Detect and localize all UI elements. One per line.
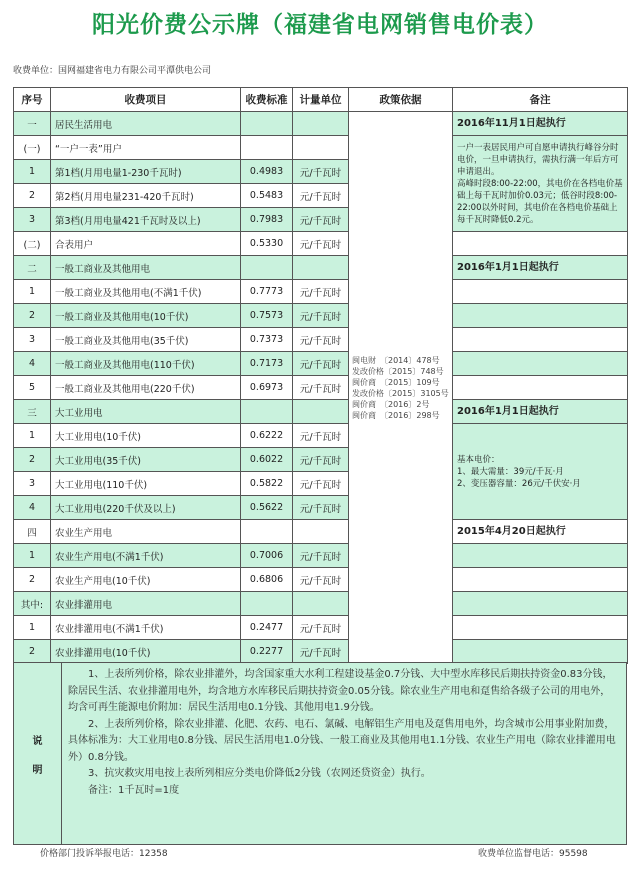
page-title: 阳光价费公示牌（福建省电网销售电价表）	[92, 12, 548, 38]
row-number: 1	[14, 544, 51, 568]
row-number: 2	[14, 568, 51, 592]
row-item: 农业生产用电(不满1千伏)	[51, 544, 241, 568]
row-number: 2	[14, 184, 51, 208]
row-item: 第2档(月用电量231-420千瓦时)	[51, 184, 241, 208]
header-unit: 计量单位	[293, 88, 349, 112]
row-number: 1	[14, 616, 51, 640]
row-unit: 元/千瓦时	[293, 160, 349, 184]
remark-cell: 2015年4月20日起执行	[453, 520, 628, 544]
note-paragraph: 2、上表所列价格，除农业排灌、化肥、农药、电石、氯碱、电解铝生产用电及趸售用电外，均含城市公用事业附加费，具体标准为：大工业用电0.8分钱、居民生活用电1.0分钱、一般工商业及其他用电1.1分钱、农业生产用电（除农业排灌用电外）0.8分钱。	[68, 718, 616, 763]
row-price: 0.5822	[241, 472, 293, 496]
row-unit: 元/千瓦时	[293, 304, 349, 328]
row-price: 0.7773	[241, 280, 293, 304]
row-number: 1	[14, 160, 51, 184]
row-item: 农业生产用电	[51, 520, 241, 544]
header-no: 序号	[14, 88, 51, 112]
remark-cell	[453, 232, 628, 256]
row-price: 0.6022	[241, 448, 293, 472]
header-item: 收费项目	[51, 88, 241, 112]
table-row	[14, 616, 628, 640]
row-item: 大工业用电(35千伏)	[51, 448, 241, 472]
row-item: 第3档(月用电量421千瓦时及以上)	[51, 208, 241, 232]
remark-cell: 一户一表居民用户可自愿申请执行峰谷分时电价，一旦申请执行，需执行满一年后方可申请退出。 高峰时段8:00-22:00，其电价在各档电价基础上每千瓦时加价0.03元；低谷时段8:00-22:00以外时间，其电价在各档电价基础上每千瓦时降低0.2元。	[453, 136, 628, 232]
row-unit	[293, 592, 349, 616]
row-price: 0.7983	[241, 208, 293, 232]
table-row	[14, 136, 628, 160]
row-item: 大工业用电(110千伏)	[51, 472, 241, 496]
row-unit	[293, 520, 349, 544]
price-table	[13, 87, 628, 664]
note-paragraph: 1、上表所列价格，除农业排灌外，均含国家重大水利工程建设基金0.7分钱、大中型水库移民后期扶持资金0.83分钱，除居民生活、农业排灌用电外，均含地方水库移民后期扶持资金0.05分钱。除农业生产用电和趸售给各级子公司的用电外，均含可再生能源电价附加：居民生活用电0.1分钱、其他用电1.9分钱。	[68, 669, 613, 713]
row-unit	[293, 136, 349, 160]
row-number: 一	[14, 112, 51, 136]
row-number: 四	[14, 520, 51, 544]
remark-cell: 2016年11月1日起执行	[453, 112, 628, 136]
row-item: “一户一表”用户	[51, 136, 241, 160]
row-item: 第1档(月用电量1-230千瓦时)	[51, 160, 241, 184]
table-row	[14, 280, 628, 304]
row-item: 农业排灌用电(不满1千伏)	[51, 616, 241, 640]
row-unit: 元/千瓦时	[293, 328, 349, 352]
note-paragraph: 备注：1千瓦时=1度	[88, 784, 180, 796]
row-item: 一般工商业及其他用电	[51, 256, 241, 280]
row-unit	[293, 256, 349, 280]
row-price: 0.2477	[241, 616, 293, 640]
row-unit: 元/千瓦时	[293, 352, 349, 376]
row-unit: 元/千瓦时	[293, 568, 349, 592]
policy-basis: 闽电财 〔2014〕478号 发改价格〔2015〕748号 闽价商 〔2015〕109号 发改价格〔2015〕3105号 闽价商 〔2016〕2号 闽价商 〔2016〕298号	[349, 112, 453, 664]
row-number: 2	[14, 304, 51, 328]
row-number: 2	[14, 640, 51, 664]
row-item: 大工业用电(220千伏及以上)	[51, 496, 241, 520]
notes-box	[13, 662, 627, 845]
row-number: 3	[14, 328, 51, 352]
row-number: 其中:	[14, 592, 51, 616]
remark-cell	[453, 352, 628, 376]
header-policy: 政策依据	[349, 88, 453, 112]
row-unit: 元/千瓦时	[293, 640, 349, 664]
remark-cell	[453, 280, 628, 304]
complaint-hotline: 价格部门投诉举报电话：12358	[40, 849, 168, 859]
table-row	[14, 376, 628, 400]
row-price	[241, 136, 293, 160]
table-row	[14, 112, 628, 136]
row-item: 农业生产用电(10千伏)	[51, 568, 241, 592]
table-row	[14, 424, 628, 448]
row-price: 0.5622	[241, 496, 293, 520]
row-item: 一般工商业及其他用电(220千伏)	[51, 376, 241, 400]
row-unit: 元/千瓦时	[293, 496, 349, 520]
table-row	[14, 568, 628, 592]
row-item: 农业排灌用电(10千伏)	[51, 640, 241, 664]
row-price	[241, 256, 293, 280]
row-unit: 元/千瓦时	[293, 544, 349, 568]
remark-cell: 基本电价： 1、最大需量：39元/千瓦·月 2、变压器容量：26元/千伏安·月	[453, 424, 628, 520]
notes-label-1: 说	[32, 735, 43, 747]
row-number: 3	[14, 208, 51, 232]
row-item: 一般工商业及其他用电(35千伏)	[51, 328, 241, 352]
row-price: 0.2277	[241, 640, 293, 664]
supervision-hotline: 收费单位监督电话：95598	[478, 849, 588, 859]
note-paragraph: 3、抗灾救灾用电按上表所列相应分类电价降低2分钱（农网还贷资金）执行。	[88, 768, 431, 779]
remark-cell	[453, 304, 628, 328]
row-price: 0.7573	[241, 304, 293, 328]
row-price	[241, 112, 293, 136]
notes-body	[62, 663, 626, 844]
row-number: (二)	[14, 232, 51, 256]
row-unit	[293, 400, 349, 424]
row-unit: 元/千瓦时	[293, 376, 349, 400]
row-unit: 元/千瓦时	[293, 448, 349, 472]
header-remarks: 备注	[453, 88, 628, 112]
row-price: 0.7373	[241, 328, 293, 352]
row-item: 大工业用电(10千伏)	[51, 424, 241, 448]
remark-cell	[453, 616, 628, 640]
row-price: 0.6222	[241, 424, 293, 448]
row-item: 一般工商业及其他用电(不满1千伏)	[51, 280, 241, 304]
row-price: 0.7173	[241, 352, 293, 376]
row-item: 居民生活用电	[51, 112, 241, 136]
table-row	[14, 592, 628, 616]
table-header-row	[14, 88, 628, 112]
row-price	[241, 400, 293, 424]
remark-cell	[453, 328, 628, 352]
row-price: 0.5483	[241, 184, 293, 208]
row-unit: 元/千瓦时	[293, 424, 349, 448]
row-unit: 元/千瓦时	[293, 472, 349, 496]
row-unit	[293, 112, 349, 136]
remark-cell	[453, 376, 628, 400]
row-price: 0.4983	[241, 160, 293, 184]
remark-cell: 2016年1月1日起执行	[453, 400, 628, 424]
table-row	[14, 232, 628, 256]
row-number: 4	[14, 352, 51, 376]
table-row	[14, 520, 628, 544]
row-number: (一)	[14, 136, 51, 160]
remark-cell	[453, 592, 628, 616]
row-item: 农业排灌用电	[51, 592, 241, 616]
row-price: 0.6973	[241, 376, 293, 400]
remark-cell	[453, 640, 628, 664]
header-price: 收费标准	[241, 88, 293, 112]
row-unit: 元/千瓦时	[293, 208, 349, 232]
notes-label	[14, 663, 62, 844]
row-price: 0.5330	[241, 232, 293, 256]
row-price: 0.7006	[241, 544, 293, 568]
row-number: 二	[14, 256, 51, 280]
row-unit: 元/千瓦时	[293, 616, 349, 640]
row-number: 1	[14, 424, 51, 448]
row-unit: 元/千瓦时	[293, 232, 349, 256]
notes-label-2: 明	[32, 764, 43, 776]
table-row	[14, 304, 628, 328]
table-row	[14, 400, 628, 424]
remark-cell	[453, 568, 628, 592]
row-price	[241, 592, 293, 616]
row-unit: 元/千瓦时	[293, 280, 349, 304]
row-price	[241, 520, 293, 544]
table-row	[14, 544, 628, 568]
row-number: 1	[14, 280, 51, 304]
row-number: 3	[14, 472, 51, 496]
row-item: 大工业用电	[51, 400, 241, 424]
remark-cell: 2016年1月1日起执行	[453, 256, 628, 280]
remark-cell	[453, 544, 628, 568]
row-item: 一般工商业及其他用电(110千伏)	[51, 352, 241, 376]
row-number: 5	[14, 376, 51, 400]
collection-unit: 收费单位：国网福建省电力有限公司平潭供电公司	[13, 66, 212, 76]
table-row	[14, 256, 628, 280]
row-price: 0.6806	[241, 568, 293, 592]
row-item: 一般工商业及其他用电(10千伏)	[51, 304, 241, 328]
table-row	[14, 328, 628, 352]
row-number: 4	[14, 496, 51, 520]
row-number: 三	[14, 400, 51, 424]
row-unit: 元/千瓦时	[293, 184, 349, 208]
table-row	[14, 640, 628, 664]
row-number: 2	[14, 448, 51, 472]
table-row	[14, 352, 628, 376]
row-item: 合表用户	[51, 232, 241, 256]
